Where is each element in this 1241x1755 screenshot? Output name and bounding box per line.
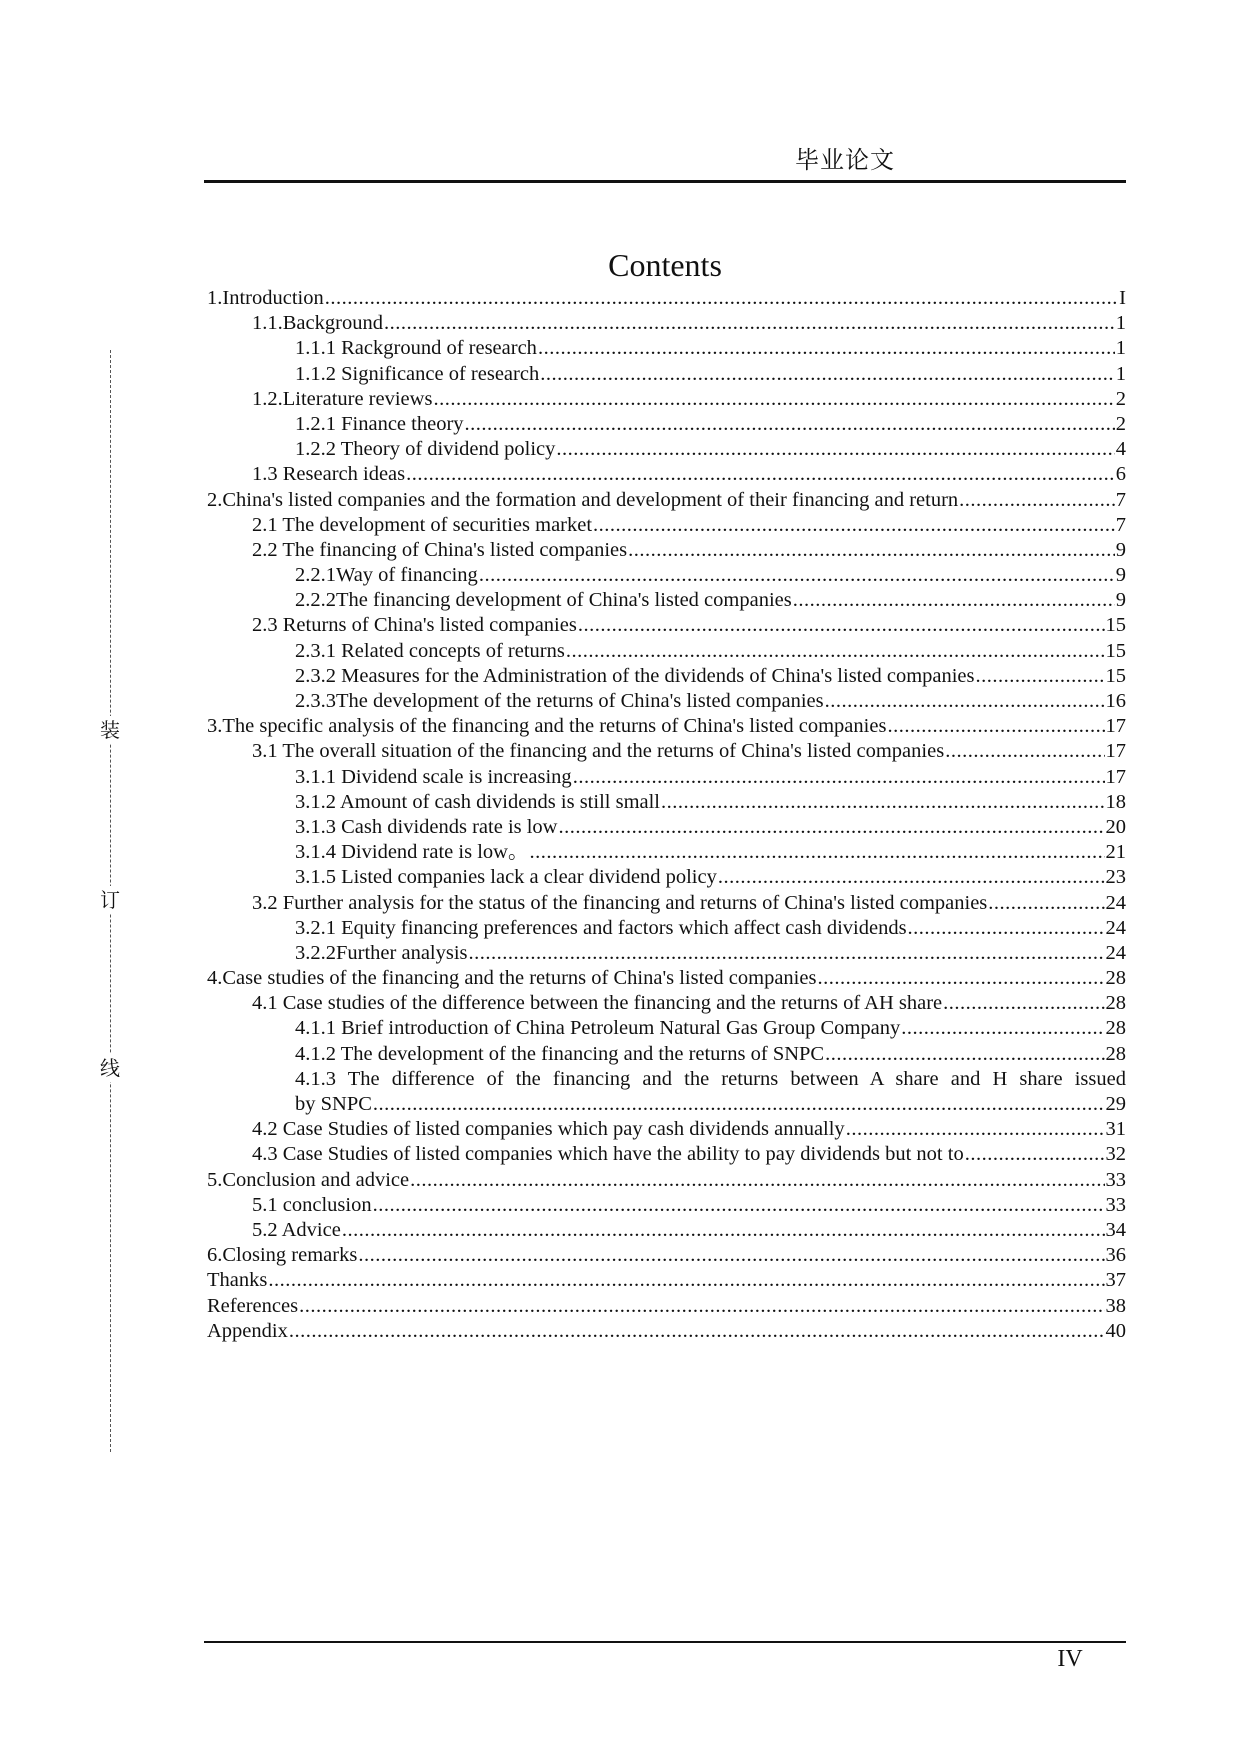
toc-entry-page: 1: [1115, 362, 1126, 385]
toc-entry[interactable]: [204, 891, 1126, 916]
toc-entry-title: 3.2.1 Equity financing preferences and factors which affect cash dividends: [295, 916, 907, 939]
toc-entry-page: 1: [1115, 337, 1126, 360]
toc-entry-page: 7: [1115, 513, 1126, 536]
toc-entry-page: 17: [1105, 740, 1126, 763]
footer-rule: [204, 1641, 1126, 1643]
toc-entry[interactable]: [204, 336, 1126, 361]
toc-entry-title: 1.Introduction: [207, 287, 324, 309]
binding-mark-xian: 线: [100, 1056, 120, 1080]
dot-leader: [988, 891, 1104, 916]
toc-entry-page: 6: [1115, 463, 1126, 486]
dot-leader: [965, 1142, 1105, 1167]
toc-entry-page: 23: [1105, 866, 1126, 889]
toc-entry[interactable]: [204, 437, 1126, 462]
toc-entry-page: 37: [1105, 1269, 1126, 1292]
toc-entry-title: 3.The specific analysis of the financing and the returns of China's listed companies: [207, 715, 887, 738]
toc-entry[interactable]: [204, 916, 1126, 941]
toc-entry-page: 32: [1105, 1143, 1126, 1166]
dot-leader: [793, 588, 1115, 613]
toc-entry[interactable]: [204, 1268, 1126, 1293]
dot-leader: [325, 286, 1118, 311]
toc-entry-title-continued: by SNPC: [295, 1093, 372, 1116]
toc-entry[interactable]: [204, 387, 1126, 412]
toc-entry-title: 3.1.5 Listed companies lack a clear dividend policy: [295, 866, 717, 889]
toc-entry[interactable]: [204, 739, 1126, 764]
table-of-contents: [204, 286, 1126, 1344]
toc-entry[interactable]: [204, 1193, 1126, 1218]
toc-entry-page: 18: [1105, 790, 1126, 813]
toc-entry[interactable]: [204, 1016, 1126, 1041]
toc-entry[interactable]: [204, 1042, 1126, 1067]
dot-leader: [959, 488, 1115, 513]
toc-entry-title: 2.3.2 Measures for the Administration of the dividends of China's listed companies: [295, 664, 975, 687]
toc-entry[interactable]: [204, 639, 1126, 664]
toc-entry[interactable]: [204, 1319, 1126, 1344]
toc-entry-page: 7: [1115, 488, 1126, 511]
dot-leader: [433, 387, 1114, 412]
dot-leader: [661, 790, 1104, 815]
toc-entry[interactable]: [204, 840, 1126, 865]
dot-leader: [268, 1268, 1104, 1293]
toc-entry-title: 4.1.2 The development of the financing and the returns of SNPC: [295, 1042, 825, 1065]
toc-entry[interactable]: [204, 412, 1126, 437]
toc-entry-title: 2.2.1Way of financing: [295, 564, 478, 587]
toc-entry-page: 15: [1105, 614, 1126, 637]
dot-leader: [825, 689, 1105, 714]
dot-leader: [289, 1319, 1105, 1344]
toc-entry-page: 4: [1115, 438, 1126, 461]
toc-entry-page: 29: [1105, 1093, 1126, 1116]
toc-entry-page: 15: [1105, 664, 1126, 687]
toc-entry-title: 5.Conclusion and advice: [207, 1168, 410, 1191]
toc-entry-page: 36: [1105, 1244, 1126, 1267]
toc-entry-page: 9: [1115, 589, 1126, 612]
toc-entry-title: 1.2.Literature reviews: [252, 387, 433, 410]
toc-entry[interactable]: [204, 588, 1126, 613]
toc-entry[interactable]: [204, 1168, 1126, 1193]
toc-entry[interactable]: [204, 1067, 1126, 1117]
toc-entry-page: 15: [1105, 639, 1126, 662]
toc-entry-page: 21: [1105, 841, 1126, 864]
toc-entry-page: 20: [1105, 815, 1126, 838]
toc-entry[interactable]: [204, 1142, 1126, 1167]
toc-entry-page: 16: [1105, 690, 1126, 712]
dot-leader: [556, 437, 1114, 462]
toc-entry-page: 17: [1105, 715, 1126, 738]
toc-entry-page: 24: [1105, 891, 1126, 914]
toc-entry-title: 4.3 Case Studies of listed companies which have the ability to pay dividends but not to: [252, 1143, 964, 1166]
dot-leader: [373, 1092, 1105, 1117]
toc-entry-title: References: [207, 1294, 299, 1317]
dot-leader: [410, 1168, 1104, 1193]
binding-mark-ding: 订: [100, 888, 120, 912]
toc-entry[interactable]: [204, 1117, 1126, 1142]
toc-entry[interactable]: [204, 790, 1126, 815]
toc-entry-title: 4.1 Case studies of the difference between the financing and the returns of AH share: [252, 992, 943, 1015]
toc-entry[interactable]: [204, 941, 1126, 966]
dot-leader: [718, 865, 1105, 890]
toc-entry-title: 6.Closing remarks: [207, 1244, 358, 1267]
dot-leader: [479, 563, 1115, 588]
dot-leader: [817, 966, 1104, 991]
toc-entry[interactable]: [204, 1243, 1126, 1268]
dot-leader: [529, 840, 1104, 865]
toc-entry[interactable]: [204, 538, 1126, 563]
toc-entry-title: 4.1.3 The difference of the financing and the returns between A share and H share issued: [295, 1067, 1126, 1090]
binding-mark-zhuang: 装: [100, 718, 120, 742]
toc-entry-title: 1.1.2 Significance of research: [295, 362, 540, 385]
dot-leader: [901, 1016, 1104, 1041]
toc-entry-page: 2: [1115, 412, 1126, 435]
toc-entry-page: 31: [1105, 1118, 1126, 1141]
toc-entry-page: 9: [1115, 564, 1126, 587]
dot-leader: [559, 815, 1105, 840]
dot-leader: [908, 916, 1105, 941]
toc-entry-title: 1.1.1 Rackground of research: [295, 337, 537, 360]
dot-leader: [373, 1193, 1105, 1218]
toc-entry-title: 3.2 Further analysis for the status of the financing and returns of China's listed companies: [252, 891, 988, 914]
dot-leader: [825, 1042, 1104, 1067]
toc-entry-page: 34: [1105, 1218, 1126, 1241]
dot-leader: [469, 941, 1105, 966]
running-header: 毕业论文: [795, 148, 895, 174]
dot-leader: [593, 513, 1115, 538]
toc-entry[interactable]: [204, 1218, 1126, 1243]
toc-entry[interactable]: [204, 311, 1126, 336]
toc-entry-title: 3.2.2Further analysis: [295, 941, 468, 964]
toc-entry-title: 1.1.Background: [252, 312, 383, 335]
toc-entry-title: 5.1 conclusion: [252, 1193, 372, 1216]
toc-entry-page: 28: [1105, 1017, 1126, 1040]
header-rule: [204, 180, 1126, 183]
toc-entry[interactable]: [204, 286, 1126, 311]
dot-leader: [887, 714, 1104, 739]
toc-entry-title: 4.2 Case Studies of listed companies which pay cash dividends annually: [252, 1118, 845, 1141]
toc-entry[interactable]: [204, 462, 1126, 487]
dot-leader: [406, 462, 1115, 487]
toc-entry-page: 28: [1105, 992, 1126, 1015]
toc-entry-page: 33: [1105, 1168, 1126, 1191]
toc-entry-title: 2.China's listed companies and the formation and development of their financing and return: [207, 488, 959, 511]
toc-entry[interactable]: [204, 689, 1126, 714]
toc-entry-page: 2: [1115, 387, 1126, 410]
toc-entry-page: 38: [1105, 1294, 1126, 1317]
toc-entry-page: 24: [1105, 941, 1126, 964]
dot-leader: [540, 362, 1115, 387]
toc-entry[interactable]: [204, 865, 1126, 890]
toc-entry-title: 2.3.1 Related concepts of returns: [295, 639, 565, 662]
dot-leader: [976, 664, 1105, 689]
toc-entry-page: 1: [1115, 312, 1126, 335]
toc-entry[interactable]: [204, 488, 1126, 513]
dot-leader: [538, 336, 1115, 361]
toc-entry-page: 9: [1115, 538, 1126, 561]
dot-leader: [566, 639, 1105, 664]
dot-leader: [465, 412, 1115, 437]
dot-leader: [358, 1243, 1104, 1268]
toc-entry-title: 2.2 The financing of China's listed companies: [252, 538, 628, 561]
toc-entry-title: 4.Case studies of the financing and the returns of China's listed companies: [207, 967, 817, 990]
toc-entry-title: 1.3 Research ideas: [252, 463, 406, 486]
toc-entry-title: 3.1.3 Cash dividends rate is low: [295, 815, 558, 838]
dot-leader: [945, 739, 1104, 764]
toc-entry-title: 2.2.2The financing development of China's listed companies: [295, 589, 792, 612]
toc-entry[interactable]: [204, 1294, 1126, 1319]
dot-leader: [846, 1117, 1105, 1142]
toc-entry-title: 3.1.4 Dividend rate is low。: [295, 841, 529, 864]
toc-entry-page: 17: [1105, 765, 1126, 788]
dot-leader: [628, 538, 1115, 563]
toc-entry-title: 1.2.2 Theory of dividend policy: [295, 438, 556, 461]
toc-entry[interactable]: [204, 991, 1126, 1016]
toc-entry-page: 33: [1105, 1193, 1126, 1216]
dot-leader: [342, 1218, 1105, 1243]
toc-entry-title: 2.1 The development of securities market: [252, 513, 593, 536]
toc-entry-title: 3.1 The overall situation of the financing and the returns of China's listed companies: [252, 740, 945, 763]
toc-entry-page: 40: [1105, 1319, 1126, 1342]
toc-entry-title: 4.1.1 Brief introduction of China Petroleum Natural Gas Group Company: [295, 1017, 901, 1040]
toc-entry-title: 1.2.1 Finance theory: [295, 412, 464, 435]
dot-leader: [578, 613, 1105, 638]
toc-entry-title: Appendix: [207, 1319, 288, 1342]
toc-entry-title: Thanks: [207, 1269, 268, 1292]
toc-entry-page: 28: [1105, 967, 1126, 990]
toc-entry-title: 3.1.1 Dividend scale is increasing: [295, 765, 572, 788]
dot-leader: [299, 1294, 1104, 1319]
toc-entry[interactable]: [204, 513, 1126, 538]
toc-heading: Contents: [608, 247, 722, 283]
dot-leader: [573, 765, 1105, 790]
toc-entry-page: I: [1119, 287, 1126, 309]
toc-entry-title: 5.2 Advice: [252, 1218, 341, 1241]
toc-entry-page: 24: [1105, 916, 1126, 939]
toc-entry[interactable]: [204, 362, 1126, 387]
toc-entry[interactable]: [204, 613, 1126, 638]
toc-entry-title: 2.3 Returns of China's listed companies: [252, 614, 577, 637]
toc-entry[interactable]: [204, 966, 1126, 991]
toc-entry[interactable]: [204, 765, 1126, 790]
toc-entry-page: 28: [1105, 1042, 1126, 1065]
toc-entry[interactable]: [204, 664, 1126, 689]
toc-entry-title: 2.3.3The development of the returns of China's listed companies: [295, 690, 824, 712]
dot-leader: [384, 311, 1115, 336]
dot-leader: [943, 991, 1104, 1016]
toc-entry[interactable]: [204, 563, 1126, 588]
toc-entry-title: 3.1.2 Amount of cash dividends is still small: [295, 790, 661, 813]
toc-entry[interactable]: [204, 815, 1126, 840]
toc-entry[interactable]: [204, 714, 1126, 739]
page-number: IV: [1057, 1646, 1083, 1672]
